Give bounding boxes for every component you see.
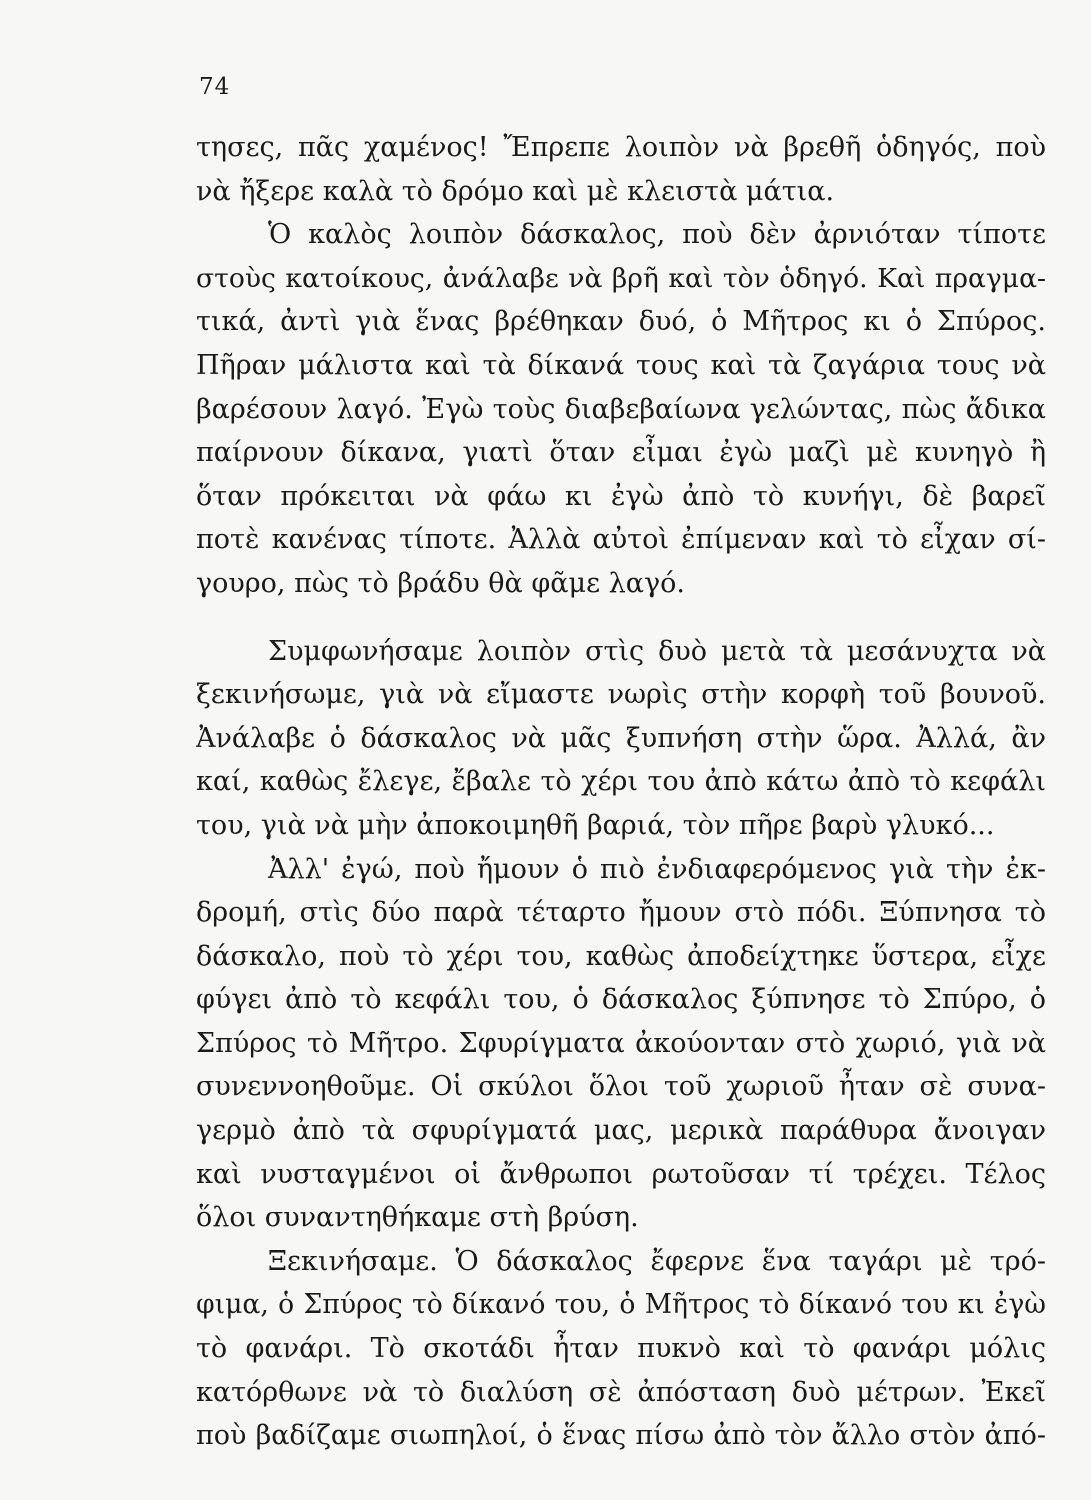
text-line: ὅλοι συναντηθήκαμε στὴ βρύση. (196, 1202, 639, 1234)
paragraph-gap (196, 606, 1046, 630)
text-line: φύγει ἀπὸ τὸ κεφάλι του, ὁ δάσκαλος ξύπνησε τὸ Σπύρο, ὁ (196, 984, 1046, 1016)
body-text (196, 126, 1046, 1458)
text-line: δρομή, στὶς δύο παρὰ τέταρτο ἤμουν στὸ πόδι. Ξύπνησα τὸ (196, 897, 1046, 929)
page-number: 74 (199, 74, 231, 100)
text-line: τησες, πᾶς χαμένος! Ἔπρεπε λοιπὸν νὰ βρεθῆ ὁδηγός, ποὺ (196, 132, 1046, 163)
paragraph (196, 126, 1046, 213)
text-line: φιμα, ὁ Σπύρος τὸ δίκανό του, ὁ Μῆτρος τὸ δίκανό του κι ἐγὼ (196, 1289, 1046, 1321)
text-line: παίρνουν δίκανα, γιατὶ ὅταν εἶμαι ἐγὼ μαζὶ μὲ κυνηγὸ ἢ (196, 437, 1046, 469)
text-line: νὰ ἤξερε καλὰ τὸ δρόμο καὶ μὲ κλειστὰ μάτια. (196, 175, 835, 207)
paragraph (196, 1240, 1046, 1458)
text-line: Ξεκινήσαμε. Ὁ δάσκαλος ἔφερνε ἕνα ταγάρι μὲ τρό- (268, 1245, 1046, 1277)
text-line: κατόρθωνε νὰ τὸ διαλύση σὲ ἀπόσταση δυὸ μέτρων. Ἐκεῖ (196, 1376, 1046, 1408)
text-line: Ἀλλ' ἐγώ, ποὺ ἤμουν ὁ πιὸ ἐνδιαφερόμενος γιὰ τὴν ἐκ- (268, 853, 1046, 885)
text-line: ξεκινήσωμε, γιὰ νὰ εἴμαστε νωρὶς στὴν κορφὴ τοῦ βουνοῦ. (196, 679, 1046, 711)
text-line: στοὺς κατοίκους, ἀνάλαβε νὰ βρῆ καὶ τὸν ὁδηγό. Καὶ πραγμα- (196, 262, 1046, 294)
text-line: Σπύρος τὸ Μῆτρο. Σφυρίγματα ἀκούονταν στὸ χωριό, γιὰ νὰ (196, 1027, 1046, 1059)
text-line: Πῆραν μάλιστα καὶ τὰ δίκανά τους καὶ τὰ ζαγάρια τους νὰ (196, 349, 1046, 381)
text-line: Ὁ καλὸς λοιπὸν δάσκαλος, ποὺ δὲν ἀρνιόταν τίποτε (268, 219, 1046, 251)
text-line: ποὺ βαδίζαμε σιωπηλοί, ὁ ἕνας πίσω ἀπὸ τὸν ἄλλο στὸν ἀπό- (196, 1420, 1046, 1452)
text-line: τικά, ἀντὶ γιὰ ἕνας βρέθηκαν δυό, ὁ Μῆτρος κι ὁ Σπύρος. (196, 306, 1046, 338)
text-line: ποτὲ κανένας τίποτε. Ἀλλὰ αὐτοὶ ἐπίμεναν καὶ τὸ εἶχαν σί- (196, 524, 1046, 556)
paragraph (196, 213, 1046, 605)
paragraph (196, 630, 1046, 848)
text-line: γερμὸ ἀπὸ τὰ σφυρίγματά μας, μερικὰ παράθυρα ἄνοιγαν (196, 1115, 1046, 1147)
text-line: ὅταν πρόκειται νὰ φάω κι ἐγὼ ἀπὸ τὸ κυνήγι, δὲ βαρεῖ (196, 480, 1046, 512)
paragraph (196, 848, 1046, 1240)
text-line: καί, καθὼς ἔλεγε, ἔβαλε τὸ χέρι του ἀπὸ κάτω ἀπὸ τὸ κεφάλι (196, 766, 1046, 798)
text-line: γουρο, πὼς τὸ βράδυ θὰ φᾶμε λαγό. (196, 567, 685, 599)
text-line: τὸ φανάρι. Τὸ σκοτάδι ἦταν πυκνὸ καὶ τὸ φανάρι μόλις (196, 1333, 1046, 1365)
text-line: δάσκαλο, ποὺ τὸ χέρι του, καθὼς ἀποδείχτηκε ὕστερα, εἶχε (196, 940, 1046, 972)
text-line: συνεννοηθοῦμε. Οἱ σκύλοι ὅλοι τοῦ χωριοῦ ἦταν σὲ συνα- (196, 1071, 1046, 1103)
text-line: Συμφωνήσαμε λοιπὸν στὶς δυὸ μετὰ τὰ μεσάνυχτα νὰ (268, 635, 1046, 667)
text-line: καὶ νυσταγμένοι οἱ ἄνθρωποι ρωτοῦσαν τί τρέχει. Τέλος (196, 1158, 1046, 1190)
text-line: βαρέσουν λαγό. Ἐγὼ τοὺς διαβεβαίωνα γελώντας, πὼς ἄδικα (196, 393, 1046, 425)
text-line: του, γιὰ νὰ μὴν ἀποκοιμηθῆ βαριά, τὸν πῆρε βαρὺ γλυκό... (196, 809, 995, 841)
text-line: Ἀνάλαβε ὁ δάσκαλος νὰ μᾶς ξυπνήση στὴν ὥρα. Ἀλλά, ἂν (196, 722, 1046, 754)
